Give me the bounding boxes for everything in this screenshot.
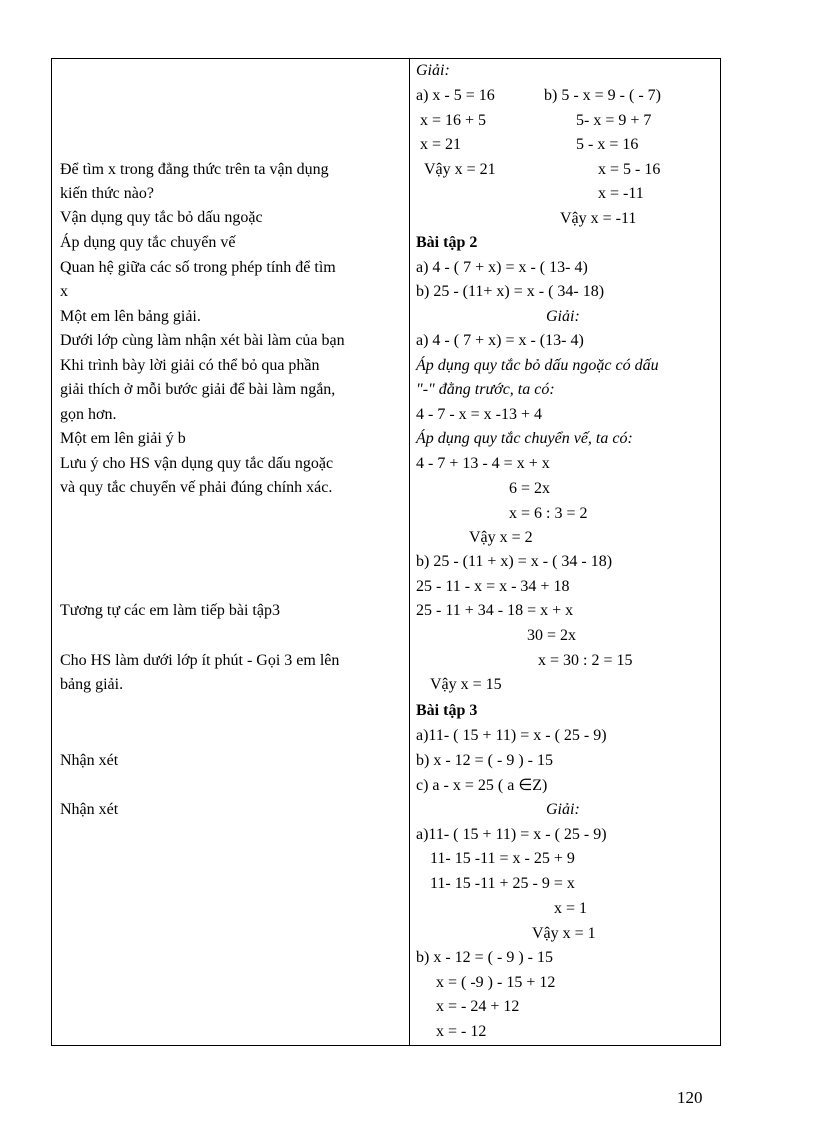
left-line: Vận dụng quy tắc bỏ dấu ngoặc	[60, 209, 263, 226]
solution-line: a)11- ( 15 + 11) = x - ( 25 - 9)	[416, 727, 607, 744]
solution-line: x = 16 + 5	[420, 112, 487, 129]
solution-line: x = -11	[598, 185, 644, 202]
explanation-line: Áp dụng quy tắc chuyển vế, ta có:	[416, 430, 633, 447]
left-line: Để tìm x trong đẳng thức trên ta vận dụng	[60, 161, 329, 178]
solution-line: Vậy x = 21	[424, 161, 496, 178]
left-line: Một em lên bảng giải.	[60, 308, 201, 325]
solution-line: 4 - 7 + 13 - 4 = x + x	[416, 455, 550, 472]
solution-line: x = 5 - 16	[598, 161, 661, 178]
solution-line: Vậy x = 1	[532, 925, 596, 942]
solution-line: 30 = 2x	[527, 627, 577, 644]
solution-line: 11- 15 -11 + 25 - 9 = x	[430, 875, 575, 892]
explanation-line: Áp dụng quy tắc bỏ dấu ngoặc có dấu	[416, 357, 659, 374]
solution-line: b) 5 - x = 9 - ( - 7)	[544, 87, 661, 104]
solution-line: 6 = 2x	[509, 480, 551, 497]
solution-line: 5- x = 9 + 7	[576, 112, 652, 129]
solution-line: x = 21	[420, 136, 462, 153]
left-line: và quy tắc chuyển vế phải đúng chính xác.	[60, 479, 333, 496]
left-line: giải thích ở mỗi bước giải để bài làm ngắn,	[60, 381, 336, 398]
solution-heading: Giải:	[546, 308, 580, 325]
solution-line: 11- 15 -11 = x - 25 + 9	[430, 850, 575, 867]
explanation-line: "-" đằng trước, ta có:	[416, 381, 555, 398]
solution-line: x = - 12	[436, 1023, 487, 1040]
left-line: Áp dụng quy tắc chuyển vế	[60, 234, 236, 251]
solution-line: a) 4 - ( 7 + x) = x - ( 13- 4)	[416, 259, 588, 276]
left-line: Nhận xét	[60, 752, 119, 769]
page-number: 120	[677, 1088, 703, 1107]
solution-line: b) x - 12 = ( - 9 ) - 15	[416, 949, 553, 966]
left-line: x	[60, 283, 68, 300]
solution-line: a) x - 5 = 16	[416, 87, 495, 104]
solution-line: a) 4 - ( 7 + x) = x - (13- 4)	[416, 332, 584, 349]
solution-line: x = ( -9 ) - 15 + 12	[436, 974, 556, 991]
lesson-table	[51, 58, 721, 1046]
solution-line: x = - 24 + 12	[436, 998, 520, 1015]
solution-line: 5 - x = 16	[576, 136, 639, 153]
exercise-2-heading: Bài tập 2	[416, 234, 478, 251]
left-line: Nhận xét	[60, 801, 119, 818]
solution-line: x = 30 : 2 = 15	[538, 652, 633, 669]
solution-heading: Giải:	[546, 801, 580, 818]
solution-line: 25 - 11 - x = x - 34 + 18	[416, 578, 570, 595]
left-line: Khi trình bày lời giải có thể bỏ qua phần	[60, 357, 320, 374]
left-line: gọn hơn.	[60, 406, 117, 423]
solution-line: b) 25 - (11 + x) = x - ( 34 - 18)	[416, 553, 613, 570]
solution-line: Vậy x = -11	[560, 210, 637, 227]
solution-line: x = 1	[554, 900, 588, 917]
solution-line: Vậy x = 15	[430, 676, 502, 693]
solution-line: b) x - 12 = ( - 9 ) - 15	[416, 752, 553, 769]
solution-line: a)11- ( 15 + 11) = x - ( 25 - 9)	[416, 826, 607, 843]
solution-line: c) a - x = 25 ( a ∈Z)	[416, 777, 548, 794]
left-line: Quan hệ giữa các số trong phép tính để tìm	[60, 259, 336, 276]
left-line: bảng giải.	[60, 676, 124, 693]
solution-line: 4 - 7 - x = x -13 + 4	[416, 406, 543, 423]
column-divider	[409, 59, 410, 1045]
left-line: Cho HS làm dưới lớp ít phút - Gọi 3 em lên	[60, 652, 340, 669]
left-line: kiến thức nào?	[60, 185, 154, 202]
left-line: Tương tự các em làm tiếp bài tập3	[60, 602, 280, 619]
exercise-3-heading: Bài tập 3	[416, 702, 478, 719]
left-line: Dưới lớp cùng làm nhận xét bài làm của bạn	[60, 332, 345, 349]
solution-heading: Giải:	[416, 62, 450, 79]
solution-line: 25 - 11 + 34 - 18 = x + x	[416, 602, 574, 619]
solution-line: b) 25 - (11+ x) = x - ( 34- 18)	[416, 283, 605, 300]
solution-line: Vậy x = 2	[469, 529, 533, 546]
left-line: Một em lên giải ý b	[60, 430, 186, 447]
left-line: Lưu ý cho HS vận dụng quy tắc dấu ngoặc	[60, 455, 334, 472]
solution-line: x = 6 : 3 = 2	[509, 505, 588, 522]
